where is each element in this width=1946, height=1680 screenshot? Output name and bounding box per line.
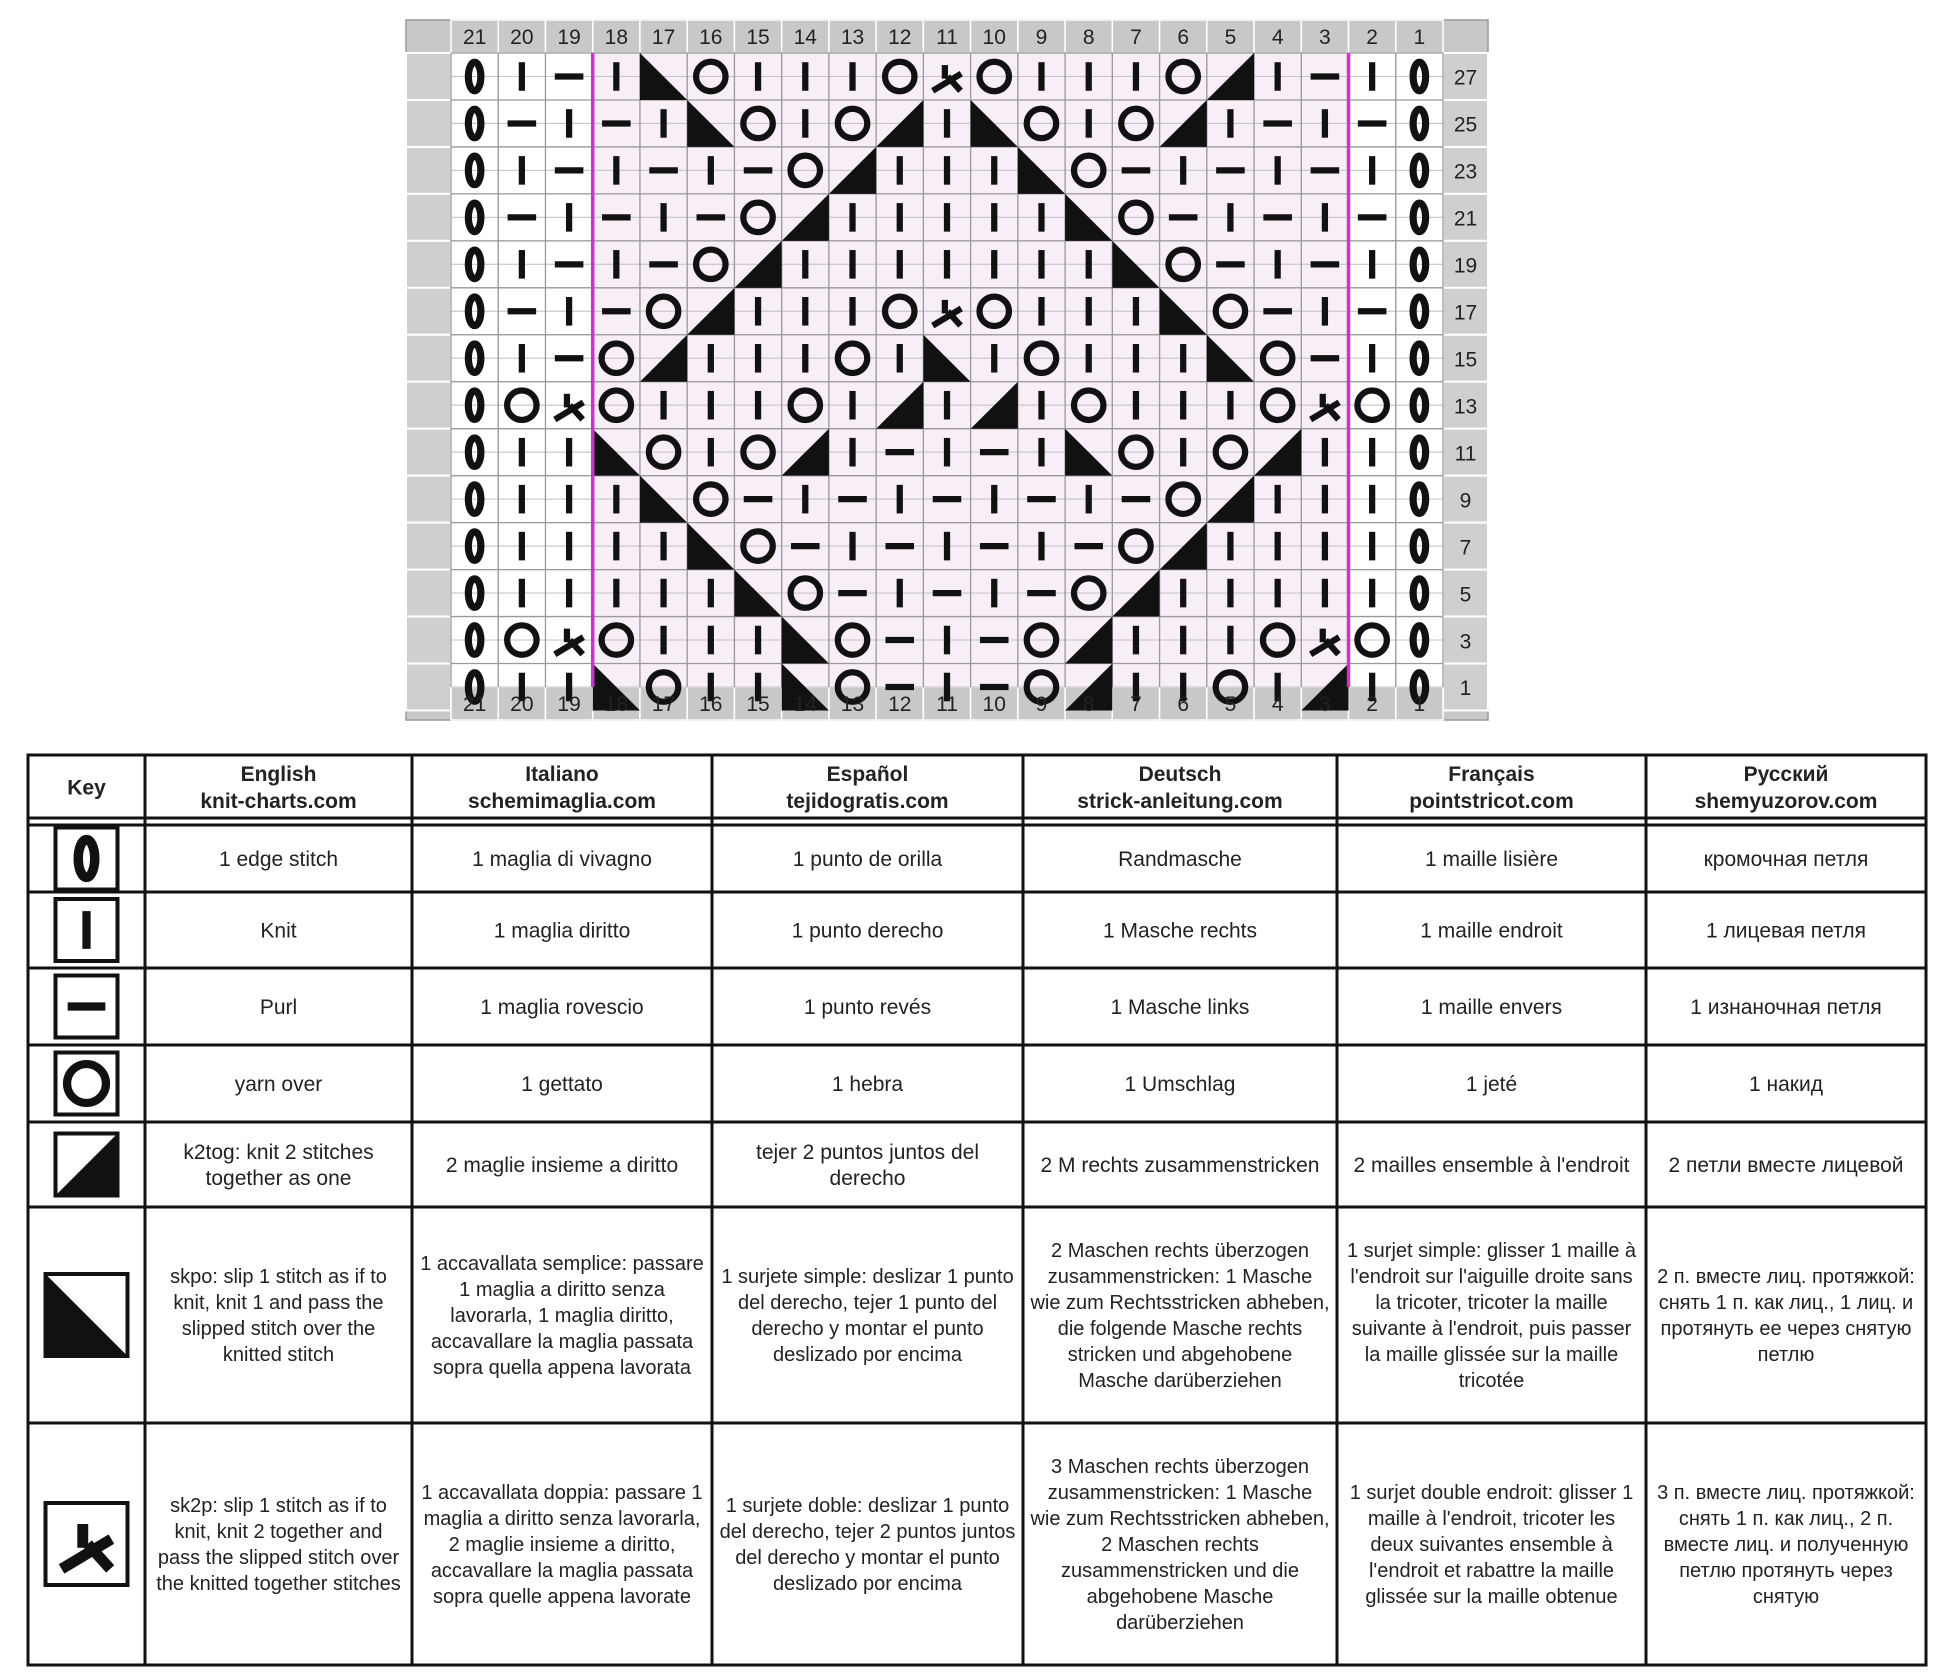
key-description: 2 mailles ensemble à l'endroit <box>1353 1153 1630 1177</box>
row-number: 7 <box>1459 536 1472 560</box>
column-number-top: 15 <box>746 25 770 49</box>
column-number-top: 21 <box>462 25 487 49</box>
row-number: 1 <box>1459 677 1472 701</box>
column-number-top: 14 <box>793 25 817 49</box>
key-description: 1 surjet simple: glisser 1 maille à l'endroit sur l'aiguille droite sans la tricoter, tricoter la maille suivante à l'endroit, puis passer la maille glissée sur la maille tricotée <box>1347 1240 1636 1392</box>
column-number-bottom: 20 <box>510 692 534 716</box>
key-description: 1 punto derecho <box>791 919 944 943</box>
column-number-bottom: 18 <box>604 692 629 716</box>
key-description: 1 accavallata semplice: passare 1 maglia a diritto senza lavorarla, 1 maglia diritto, accavallare la maglia passata sopra quella appena lavorata <box>420 1253 704 1379</box>
column-number-top: 2 <box>1366 25 1378 49</box>
key-description: 1 maglia diritto <box>493 919 631 943</box>
sk2p-key-icon <box>46 1503 128 1585</box>
column-number-top: 18 <box>604 25 629 49</box>
language-name: Español <box>826 763 909 786</box>
language-name: Deutsch <box>1138 763 1222 786</box>
column-number-bottom: 6 <box>1177 692 1190 716</box>
key-description: Randmasche <box>1118 847 1242 871</box>
key-description: кромочная петля <box>1703 847 1869 871</box>
skpo-key-icon <box>46 1274 128 1356</box>
key-description: 2 петли вместе лицевой <box>1668 1153 1904 1177</box>
column-number-bottom: 14 <box>793 692 817 716</box>
column-number-top: 19 <box>557 25 581 49</box>
key-description: 1 gettato <box>521 1072 603 1096</box>
language-site: pointstricot.com <box>1409 790 1574 813</box>
key-description: 1 Masche rechts <box>1102 919 1258 943</box>
column-number-bottom: 13 <box>840 692 865 716</box>
language-site: tejidogratis.com <box>786 790 949 813</box>
key-description: 2 M rechts zusammenstricken <box>1040 1153 1320 1177</box>
row-number: 13 <box>1453 395 1478 419</box>
language-name: Français <box>1448 763 1535 786</box>
yarn-over-key-icon <box>56 1053 118 1115</box>
column-number-top: 12 <box>888 25 912 49</box>
key-description: Knit <box>260 919 297 943</box>
key-description: 1 накид <box>1749 1072 1823 1096</box>
knit-key-icon <box>56 899 118 961</box>
language-site: schemimaglia.com <box>468 790 656 813</box>
column-number-top: 10 <box>982 25 1006 49</box>
key-description: 1 Umschlag <box>1124 1072 1236 1096</box>
key-description: 1 accavallata doppia: passare 1 maglia a diritto senza lavorarla, 2 maglie insieme a diritto, accavallare la maglia passata sopra quelle appena lavorate <box>421 1482 703 1608</box>
column-number-top: 17 <box>651 25 676 49</box>
column-number-bottom: 19 <box>557 692 581 716</box>
column-number-bottom: 16 <box>699 692 723 716</box>
key-description: skpo: slip 1 stitch as if to knit, knit 1 and pass the slipped stitch over the knitted stitch <box>170 1266 387 1366</box>
column-number-top: 3 <box>1319 25 1331 49</box>
key-description: 2 Maschen rechts überzogen zusammenstricken: 1 Masche wie zum Rechtsstricken abheben, die folgende Masche rechts stricken und abgehobene Masche darüberziehen <box>1030 1240 1330 1392</box>
column-number-top: 20 <box>510 25 534 49</box>
row-number: 25 <box>1453 113 1478 137</box>
row-number: 3 <box>1459 630 1472 654</box>
column-number-bottom: 3 <box>1319 692 1331 716</box>
column-number-top: 6 <box>1177 25 1190 49</box>
column-number-bottom: 12 <box>888 692 912 716</box>
column-number-top: 5 <box>1224 25 1237 49</box>
column-number-bottom: 5 <box>1224 692 1237 716</box>
key-description: Purl <box>259 995 298 1019</box>
key-description: 1 punto de orilla <box>792 847 943 871</box>
row-number: 11 <box>1454 442 1477 466</box>
language-name: Русский <box>1743 763 1829 786</box>
column-number-top: 7 <box>1130 25 1142 49</box>
language-site: shemyuzorov.com <box>1694 790 1878 813</box>
key-header-label: Key <box>67 776 106 800</box>
column-number-bottom: 1 <box>1413 692 1426 716</box>
key-description: 2 п. вместе лиц. протяжкой: снять 1 п. как лиц., 1 лиц. и протянуть ее через снятую петлю <box>1657 1266 1915 1366</box>
key-description: 1 Masche links <box>1110 995 1250 1019</box>
purl-key-icon <box>56 976 118 1038</box>
key-description: k2tog: knit 2 stitches together as one <box>183 1140 374 1190</box>
column-number-bottom: 10 <box>982 692 1006 716</box>
row-number: 23 <box>1453 160 1478 184</box>
key-description: 1 maille envers <box>1420 995 1563 1019</box>
column-number-bottom: 15 <box>746 692 770 716</box>
column-number-top: 16 <box>699 25 723 49</box>
key-description: 1 лицевая петля <box>1706 919 1866 943</box>
column-number-bottom: 7 <box>1130 692 1142 716</box>
row-number: 9 <box>1459 489 1472 513</box>
k2tog-key-icon <box>56 1134 118 1196</box>
key-description: 1 maglia rovescio <box>480 995 644 1019</box>
key-description: yarn over <box>234 1072 323 1096</box>
language-site: strick-anleitung.com <box>1077 790 1283 813</box>
column-number-bottom: 4 <box>1271 692 1284 716</box>
language-name: Italiano <box>525 763 599 786</box>
column-number-top: 13 <box>840 25 865 49</box>
row-number: 17 <box>1453 301 1478 325</box>
language-name: English <box>240 763 317 786</box>
edge-stitch-key-icon <box>56 828 118 890</box>
key-description: 1 punto revés <box>803 995 932 1019</box>
column-number-bottom: 9 <box>1035 692 1048 716</box>
key-description: 1 jeté <box>1465 1072 1518 1096</box>
key-description: 1 maille lisière <box>1424 847 1559 871</box>
key-description: 1 hebra <box>831 1072 904 1096</box>
column-number-bottom: 2 <box>1366 692 1378 716</box>
row-number: 15 <box>1453 348 1478 372</box>
row-number: 19 <box>1453 254 1478 278</box>
key-description: 1 surjete simple: deslizar 1 punto del derecho, tejer 1 punto del derecho y montar el punto deslizado por encima <box>721 1266 1014 1366</box>
column-number-top: 4 <box>1271 25 1284 49</box>
key-description: 1 edge stitch <box>218 847 339 871</box>
column-number-bottom: 21 <box>462 692 487 716</box>
column-number-top: 9 <box>1035 25 1048 49</box>
key-description: 1 surjete doble: deslizar 1 punto del derecho, tejer 2 puntos juntos del derecho y montar el punto deslizado por encima <box>719 1495 1016 1595</box>
column-number-bottom: 8 <box>1082 692 1095 716</box>
language-site: knit-charts.com <box>200 790 357 813</box>
column-number-top: 8 <box>1082 25 1095 49</box>
key-description: 2 maglie insieme a diritto <box>445 1153 679 1177</box>
key-description: tejer 2 puntos juntos del derecho <box>756 1140 979 1190</box>
column-number-bottom: 17 <box>651 692 676 716</box>
column-number-bottom: 11 <box>936 692 958 716</box>
row-number: 5 <box>1459 583 1472 607</box>
key-description: 1 изнаночная петля <box>1690 995 1882 1019</box>
key-description: 1 maglia di vivagno <box>472 847 652 871</box>
key-description: 3 п. вместе лиц. протяжкой: снять 1 п. как лиц., 2 п. вместе лиц. и полученную петлю протянуть через снятую <box>1657 1482 1915 1608</box>
key-description: sk2p: slip 1 stitch as if to knit, knit 2 together and pass the slipped stitch over the knitted together stitches <box>156 1495 401 1595</box>
column-number-top: 1 <box>1413 25 1426 49</box>
row-number: 21 <box>1453 207 1478 231</box>
key-content <box>46 763 1915 1634</box>
key-description: 1 maille endroit <box>1420 919 1563 943</box>
row-number: 27 <box>1453 66 1478 90</box>
key-description: 3 Maschen rechts überzogen zusammenstricken: 1 Masche wie zum Rechtsstricken abheben, 2 Maschen rechts zusammenstricken und die abgehobene Masche darüberziehen <box>1030 1456 1330 1634</box>
column-number-top: 11 <box>936 25 958 49</box>
key-description: 1 surjet double endroit: glisser 1 maille à l'endroit, tricoter les deux suivantes ensemble à l'endroit et rabattre la maille glissée sur la maille obtenue <box>1349 1482 1634 1608</box>
